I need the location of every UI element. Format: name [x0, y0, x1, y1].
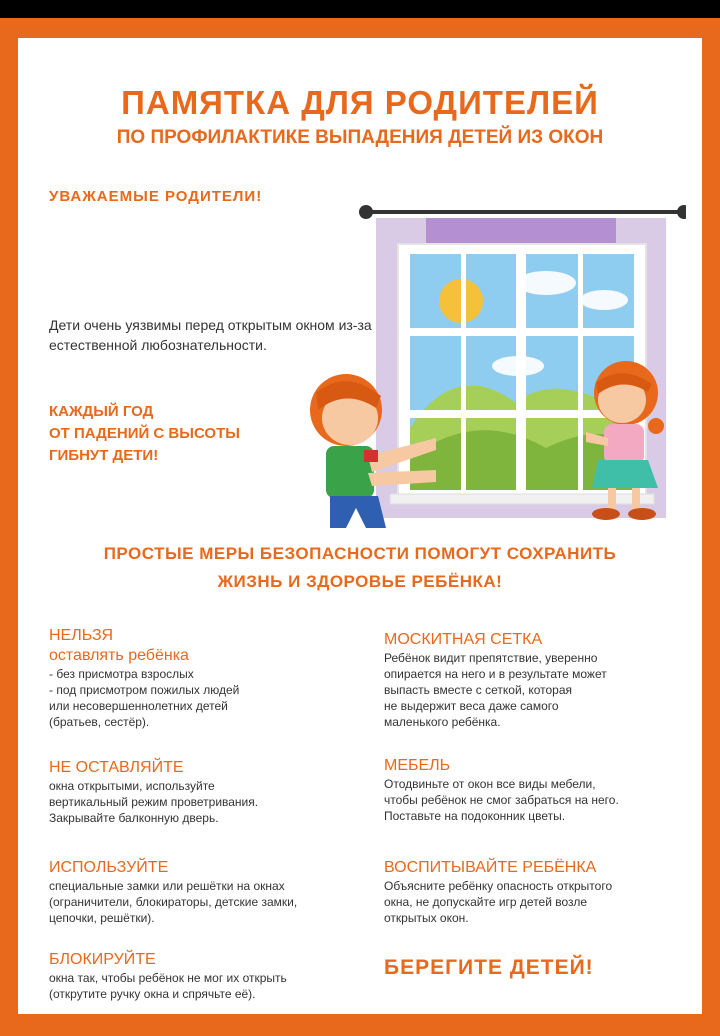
block-line: окна, не допускайте игр детей возле	[384, 895, 588, 909]
block-heading: НЕЛЬЗЯ	[49, 627, 114, 644]
block-heading: МОСКИТНАЯ СЕТКА	[384, 631, 543, 648]
block-line: Закрывайте балконную дверь.	[49, 811, 219, 825]
intro-text: Дети очень уязвимы перед открытым окном из-за естественной любознательности.	[49, 317, 372, 353]
alert-line: КАЖДЫЙ ГОД	[49, 403, 154, 420]
girl-shoe	[628, 508, 656, 520]
final-slogan: БЕРЕГИТЕ ДЕТЕЙ!	[384, 956, 594, 979]
block-line: вертикальный режим проветривания.	[49, 795, 259, 809]
window-bar	[461, 248, 466, 494]
block-vospityvayte	[384, 858, 684, 926]
children-at-window-illustration	[286, 188, 686, 528]
boy-jeans	[330, 496, 386, 528]
alert-line: ОТ ПАДЕНИЙ С ВЫСОТЫ	[49, 425, 240, 442]
rod-end-right	[677, 205, 686, 219]
block-line: Поставьте на подоконник цветы.	[384, 809, 566, 823]
block-line: - под присмотром пожилых людей	[49, 683, 240, 697]
block-line: - без присмотра взрослых	[49, 667, 194, 681]
block-ne-ostavlyayte	[49, 758, 369, 826]
greeting: УВАЖАЕМЫЕ РОДИТЕЛИ!	[49, 188, 263, 205]
block-mebel	[384, 756, 684, 824]
block-heading: ВОСПИТЫВАЙТЕ РЕБЁНКА	[384, 859, 597, 876]
block-line: (открутите ручку окна и спрячьте её).	[49, 987, 256, 1001]
page-title: ПАМЯТКА ДЛЯ РОДИТЕЛЕЙ	[121, 84, 599, 121]
block-subheading: оставлять ребёнка	[49, 647, 189, 664]
block-line: Объясните ребёнку опасность открытого	[384, 879, 613, 893]
girl-blouse	[604, 424, 644, 464]
boy-sleeve	[364, 450, 378, 462]
block-line: открытых окон.	[384, 911, 469, 925]
girl-pigtail	[648, 418, 664, 434]
window-bar	[578, 248, 583, 494]
block-line: чтобы ребёнок не смог забраться на него.	[384, 793, 619, 807]
block-heading: ИСПОЛЬЗУЙТЕ	[49, 859, 169, 876]
block-line: Ребёнок видит препятствие, уверенно	[384, 651, 598, 665]
window-mullion	[516, 248, 526, 494]
block-line: опирается на него и в результате может	[384, 667, 607, 681]
girl-skirt	[592, 460, 658, 488]
page-subtitle: ПО ПРОФИЛАКТИКЕ ВЫПАДЕНИЯ ДЕТЕЙ ИЗ ОКОН	[116, 127, 604, 148]
block-heading: БЛОКИРУЙТЕ	[49, 951, 156, 968]
measures-line: ПРОСТЫЕ МЕРЫ БЕЗОПАСНОСТИ ПОМОГУТ СОХРАНИТЬ	[103, 544, 617, 563]
block-heading: МЕБЕЛЬ	[384, 757, 451, 774]
block-line: выпасть вместе с сеткой, которая	[384, 683, 572, 697]
block-nelzya	[49, 626, 369, 730]
poster-frame	[0, 18, 720, 1036]
block-line: Отодвиньте от окон все виды мебели,	[384, 777, 596, 791]
poster-sheet	[18, 38, 702, 1014]
block-line: окна так, чтобы ребёнок не мог их открыть	[49, 971, 287, 985]
alert-text	[49, 401, 309, 467]
rod-end-left	[359, 205, 373, 219]
window-transom	[402, 328, 642, 336]
block-setka	[384, 630, 684, 730]
block-ispolzuyte	[49, 858, 379, 926]
block-line: маленького ребёнка.	[384, 715, 501, 729]
measures-line: ЖИЗНЬ И ЗДОРОВЬЕ РЕБЁНКА!	[217, 572, 503, 591]
alert-line: ГИБНУТ ДЕТИ!	[49, 447, 159, 464]
block-line: или несовершеннолетних детей	[49, 699, 228, 713]
block-line: цепочки, решётки).	[49, 911, 155, 925]
girl-leg	[608, 488, 616, 510]
block-line: окна открытыми, используйте	[49, 779, 215, 793]
measures-heading	[18, 540, 702, 596]
block-line: специальные замки или решётки на окнах	[49, 879, 285, 893]
block-line: не выдержит веса даже самого	[384, 699, 559, 713]
girl-shoe	[592, 508, 620, 520]
block-line: (братьев, сестёр).	[49, 715, 150, 729]
girl-leg	[632, 488, 640, 510]
block-line: (ограничители, блокираторы, детские замки,	[49, 895, 298, 909]
cloud-icon	[580, 290, 628, 310]
block-blokiruyte	[49, 950, 369, 1002]
block-heading: НЕ ОСТАВЛЯЙТЕ	[49, 759, 184, 776]
